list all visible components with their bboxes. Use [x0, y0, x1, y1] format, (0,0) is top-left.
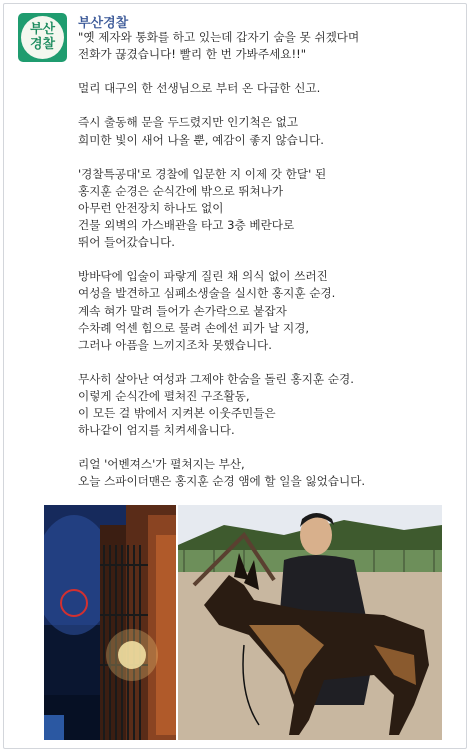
post-photo[interactable] — [44, 505, 442, 740]
page-avatar[interactable] — [18, 13, 67, 62]
post-paragraph-3: 즉시 출동해 문을 두드렸지만 인기척은 없고 희미한 빛이 새어 나올 뿐, 예감이 좋지 않습니다. — [78, 115, 324, 147]
page-name-link[interactable]: 부산경찰 — [78, 16, 129, 31]
officer-dog-photo — [178, 505, 442, 740]
post-paragraph-5: 방바닥에 입술이 파랗게 질린 채 의식 없이 쓰러진 여성을 발견하고 심폐소생술을 실시한 홍지훈 순경. 계속 혀가 말려 들어가 손가락으로 붙잡자 수차례 억센 힘으로 물려 손에선 피가 날 지경, 그러나 아픔을 느끼지조차 못했습니다. — [78, 269, 336, 352]
post-paragraph-7: 리얼 '어벤져스'가 펼쳐지는 부산, 오늘 스파이더맨은 홍지훈 순경 앰에 할 일을 잃었습니다. — [78, 457, 366, 489]
post-paragraph-2: 멀리 대구의 한 선생님으로 부터 온 다급한 신고. — [78, 81, 321, 96]
post-paragraph-6: 무사히 살아난 여성과 그제야 한숨을 돌린 홍지훈 순경. 이렇게 순식간에 펼쳐진 구조활동, 이 모든 걸 밖에서 지켜본 이웃주민들은 하나같이 엄지를 치켜세웁니다. — [78, 371, 354, 438]
post-paragraph-4: '경찰특공대'로 경찰에 입문한 지 이제 갓 한달' 된 홍지훈 순경은 순식간에 밖으로 뛰쳐나가 아무런 안전장치 하나도 없이 건물 외벽의 가스배관을 타고 3층 베란다로 뛰어 들어갔습니다. — [78, 166, 327, 250]
logo-text-line1: 부산 — [29, 22, 56, 37]
logo-text-line2: 경찰 — [29, 37, 56, 52]
post-text — [78, 29, 458, 508]
building-night-photo — [44, 505, 176, 740]
post-paragraph-1: "옛 제자와 통화를 하고 있는데 갑자기 숨을 못 쉬겠다며 전화가 끊겼습니다! 빨리 한 번 가봐주세요!!" — [78, 30, 360, 62]
